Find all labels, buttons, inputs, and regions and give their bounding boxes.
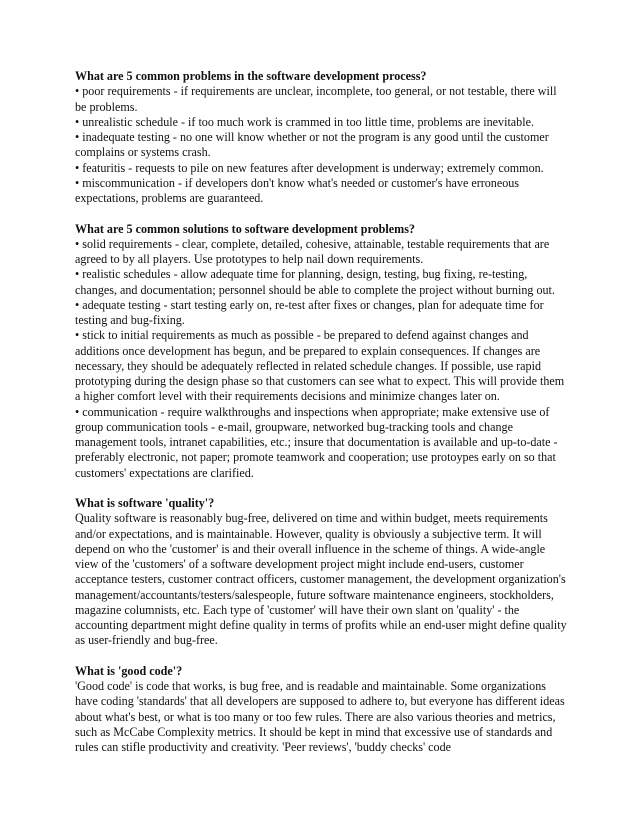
bullet-item: • unrealistic schedule - if too much work is crammed in too little time, problems are inevitable. bbox=[75, 114, 534, 129]
document-page bbox=[75, 69, 567, 771]
section-heading: What are 5 common solutions to software development problems? bbox=[75, 221, 415, 236]
bullet-item: • miscommunication - if developers don't know what's needed or customer's have erroneous expectations, problems are guaranteed. bbox=[75, 175, 520, 205]
bullet-item: • realistic schedules - allow adequate time for planning, design, testing, bug fixing, re-testing, changes, and documentation; personnel should be able to complete the project without burning out. bbox=[75, 267, 555, 297]
section-common-problems bbox=[75, 69, 567, 206]
section-common-solutions bbox=[75, 222, 567, 481]
section-software-quality bbox=[75, 496, 567, 649]
bullet-item: • featuritis - requests to pile on new features after development is underway; extremely common. bbox=[75, 160, 544, 175]
paragraph: 'Good code' is code that works, is bug free, and is readable and maintainable. Some organizations have coding 'standards' that all developers are supposed to adhere to, but everyone has different ideas about what's best, or what is too many or too few rules. There are also various theories and metrics, such as McCabe Complexity metrics. It should be kept in mind that excessive use of standards and rules can stifle productivity and creativity. 'Peer reviews', 'buddy checks' code bbox=[75, 679, 565, 754]
section-heading: What is software 'quality'? bbox=[75, 496, 215, 510]
paragraph: Quality software is reasonably bug-free, delivered on time and within budget, meets requirements and/or expectations, and is maintainable. However, quality is obviously a subjective term. It will depend on who the 'customer' is and their overall influence in the scheme of things. A wide-angle view of the 'customers' of a software development project might include end-users, customer acceptance testers, customer contract officers, customer management, the development organization's management/accountants/testers/salespeople, future software maintenance engineers, stockholders, magazine columnists, etc. Each type of 'customer' will have their own slant on 'quality' - the accounting department might define quality in terms of profits while an end-user might define quality as user-friendly and bug-free. bbox=[75, 511, 567, 648]
section-heading: What are 5 common problems in the software development process? bbox=[75, 69, 427, 83]
section-heading: What is 'good code'? bbox=[75, 663, 183, 678]
bullet-item: • communication - require walkthroughs and inspections when appropriate; make extensive use of group communication tools - e-mail, groupware, networked bug-tracking tools and change management tools, intranet capabilities, etc.; insure that documentation is available and up-to-date - preferably electronic, not paper; promote teamwork and cooperation; use protoypes early on so that customers' expectations are clarified. bbox=[75, 404, 558, 480]
section-good-code bbox=[75, 664, 567, 756]
bullet-item: • adequate testing - start testing early on, re-test after fixes or changes, plan for adequate time for testing and bug-fixing. bbox=[75, 297, 544, 327]
bullet-item: • inadequate testing - no one will know whether or not the program is any good until the customer complains or systems crash. bbox=[75, 130, 549, 160]
bullet-item: • stick to initial requirements as much as possible - be prepared to defend against changes and additions once development has begun, and be prepared to explain consequences. If changes are necessary, they should be adequately reflected in related schedule changes. If possible, use rapid prototyping during the design phase so that customers can see what to expect. This will provide them a higher comfort level with their requirements decisions and minimize changes later on. bbox=[75, 328, 565, 404]
bullet-item: • solid requirements - clear, complete, detailed, cohesive, attainable, testable requirements that are agreed to by all players. Use prototypes to help nail down requirements. bbox=[75, 236, 550, 266]
bullet-item: • poor requirements - if requirements are unclear, incomplete, too general, or not testable, there will be problems. bbox=[75, 84, 557, 114]
